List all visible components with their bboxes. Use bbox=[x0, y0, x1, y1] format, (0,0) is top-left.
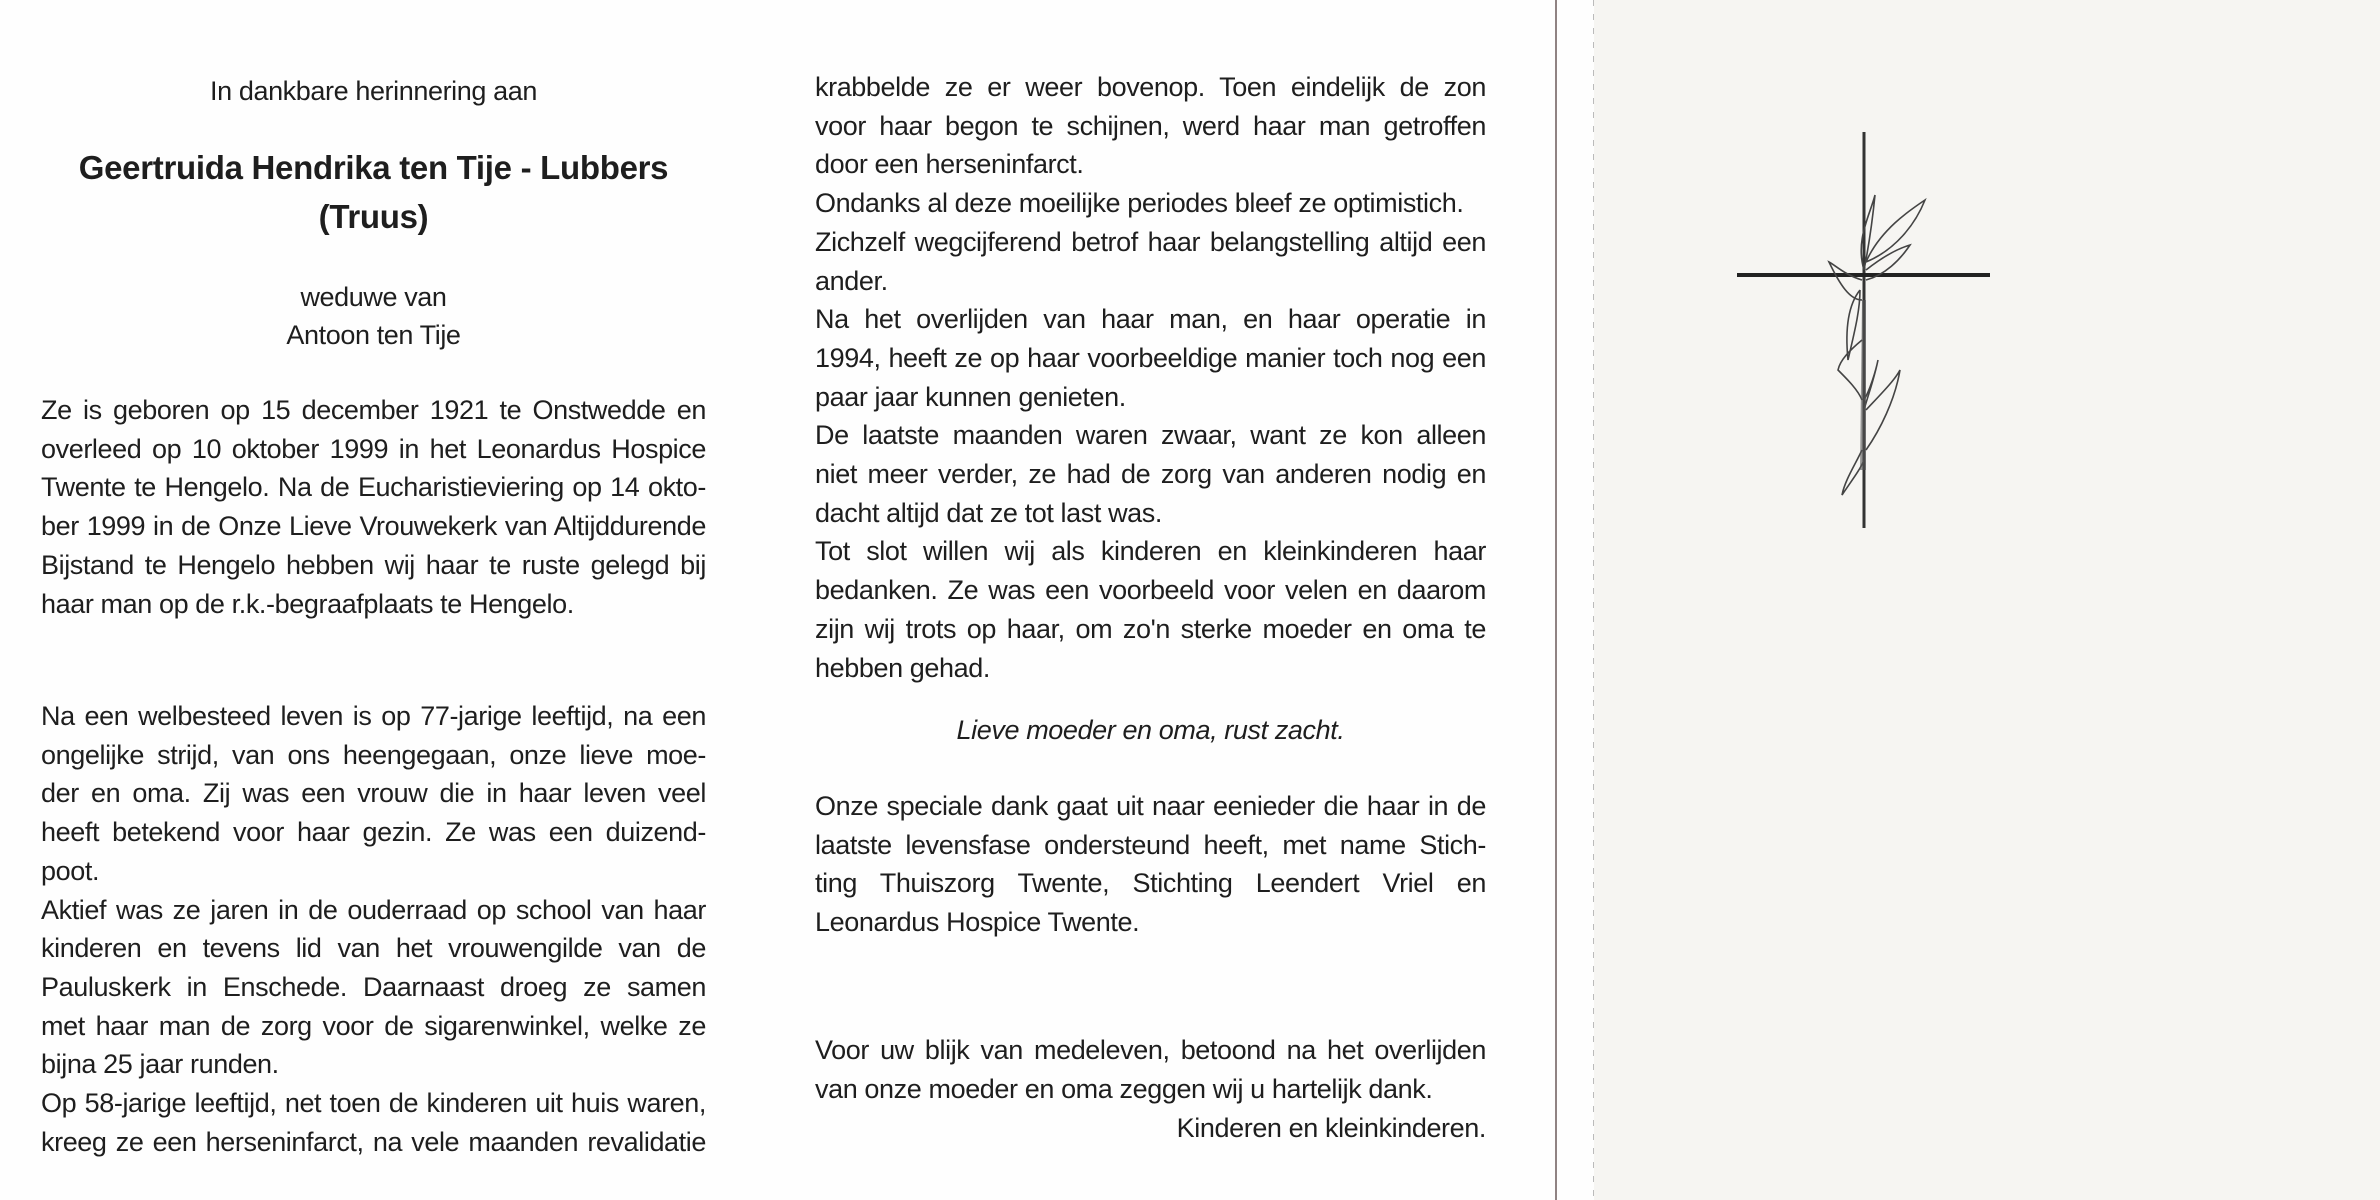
paragraph-line: voor haar begon te schijnen, werd haar man getroffen bbox=[815, 110, 1486, 141]
thanks-line: Leonardus Hospice Twente. bbox=[815, 907, 1140, 938]
closing-line: van onze moeder en oma zeggen wij u hartelijk dank. bbox=[815, 1073, 1433, 1104]
deceased-nickname: (Truus) bbox=[318, 198, 429, 235]
paragraph-line: Na het overlijden van haar man, en haar operatie in bbox=[815, 304, 1486, 335]
paragraph-line: kinderen en tevens lid van het vrouwengilde van de bbox=[41, 933, 706, 964]
paragraph-line: Tot slot willen wij als kinderen en kleinkinderen haar bbox=[815, 536, 1486, 567]
paragraph-line: bijna 25 jaar runden. bbox=[41, 1049, 279, 1080]
paragraph-line: niet meer verder, ze had de zorg van anderen nodig en bbox=[815, 459, 1486, 489]
paragraph-line: hebben gehad. bbox=[815, 652, 990, 683]
paragraph-line: Twente te Hengelo. Na de Eucharistieviering op 14 okto- bbox=[41, 472, 706, 503]
paragraph-line: dacht altijd dat ze tot last was. bbox=[815, 497, 1162, 528]
paragraph-line: zijn wij trots op haar, om zo'n sterke moeder en oma te bbox=[815, 613, 1486, 644]
paragraph-line: Op 58-jarige leeftijd, net toen de kinderen uit huis waren, bbox=[41, 1088, 706, 1118]
paragraph-line: Ze is geboren op 15 december 1921 te Onstwedde en bbox=[41, 395, 706, 425]
paragraph-line: Zichzelf wegcijferend betrof haar belangstelling altijd een bbox=[815, 226, 1486, 257]
paragraph-line: ander. bbox=[815, 265, 888, 296]
intro-line: In dankbare herinnering aan bbox=[210, 76, 537, 106]
husband-name: Antoon ten Tije bbox=[286, 320, 461, 350]
paragraph-line: bedanken. Ze was een voorbeeld voor velen en daarom bbox=[815, 575, 1486, 606]
paragraph-line: haar man op de r.k.-begraafplaats te Hengelo. bbox=[41, 588, 574, 619]
paragraph-line: kreeg ze een herseninfarct, na vele maanden revalidatie bbox=[41, 1126, 706, 1157]
paragraph-line: krabbelde ze er weer bovenop. Toen eindelijk de zon bbox=[815, 72, 1486, 102]
paragraph-line: 1994, heeft ze op haar voorbeeldige manier toch nog een bbox=[815, 342, 1486, 373]
paragraph-line: ongelijke strijd, van ons heengegaan, onze lieve moe- bbox=[41, 739, 706, 770]
paragraph-line: De laatste maanden waren zwaar, want ze kon alleen bbox=[815, 420, 1486, 451]
paragraph-line: door een herseninfarct. bbox=[815, 149, 1084, 180]
thanks-line: ting Thuiszorg Twente, Stichting Leendert Vriel en bbox=[815, 868, 1486, 899]
farewell-line: Lieve moeder en oma, rust zacht. bbox=[956, 715, 1345, 745]
closing-line: Voor uw blijk van medeleven, betoond na het overlijden bbox=[815, 1035, 1486, 1065]
paragraph-line: overleed op 10 oktober 1999 in het Leonardus Hospice bbox=[41, 433, 706, 464]
thanks-line: Onze speciale dank gaat uit naar eenieder die haar in de bbox=[815, 791, 1486, 821]
signature-line: Kinderen en kleinkinderen. bbox=[1176, 1113, 1486, 1143]
paragraph-line: met haar man de zorg voor de sigarenwinkel, welke ze bbox=[41, 1010, 706, 1041]
widow-of-label: weduwe van bbox=[300, 282, 447, 312]
paragraph-line: ber 1999 in de Onze Lieve Vrouwekerk van Altijddurende bbox=[41, 511, 706, 542]
paragraph-line: Pauluskerk in Enschede. Daarnaast droeg ze samen bbox=[41, 971, 706, 1002]
paragraph-line: Ondanks al deze moeilijke periodes bleef ze optimistich. bbox=[815, 188, 1464, 219]
paragraph-line: der en oma. Zij was een vrouw die in haar leven veel bbox=[41, 778, 706, 809]
thanks-line: laatste levensfase ondersteund heeft, met name Stich- bbox=[815, 829, 1486, 860]
deceased-name: Geertruida Hendrika ten Tije - Lubbers bbox=[78, 149, 669, 186]
paragraph-line: Bijstand te Hengelo hebben wij haar te ruste gelegd bij bbox=[41, 549, 706, 580]
paragraph-line: paar jaar kunnen genieten. bbox=[815, 381, 1126, 412]
paragraph-line: heeft betekend voor haar gezin. Ze was een duizend- bbox=[41, 817, 706, 848]
paragraph-line: Na een welbesteed leven is op 77-jarige leeftijd, na een bbox=[41, 701, 706, 731]
paragraph-line: poot. bbox=[41, 855, 100, 886]
paragraph-line: Aktief was ze jaren in de ouderraad op school van haar bbox=[41, 894, 706, 925]
